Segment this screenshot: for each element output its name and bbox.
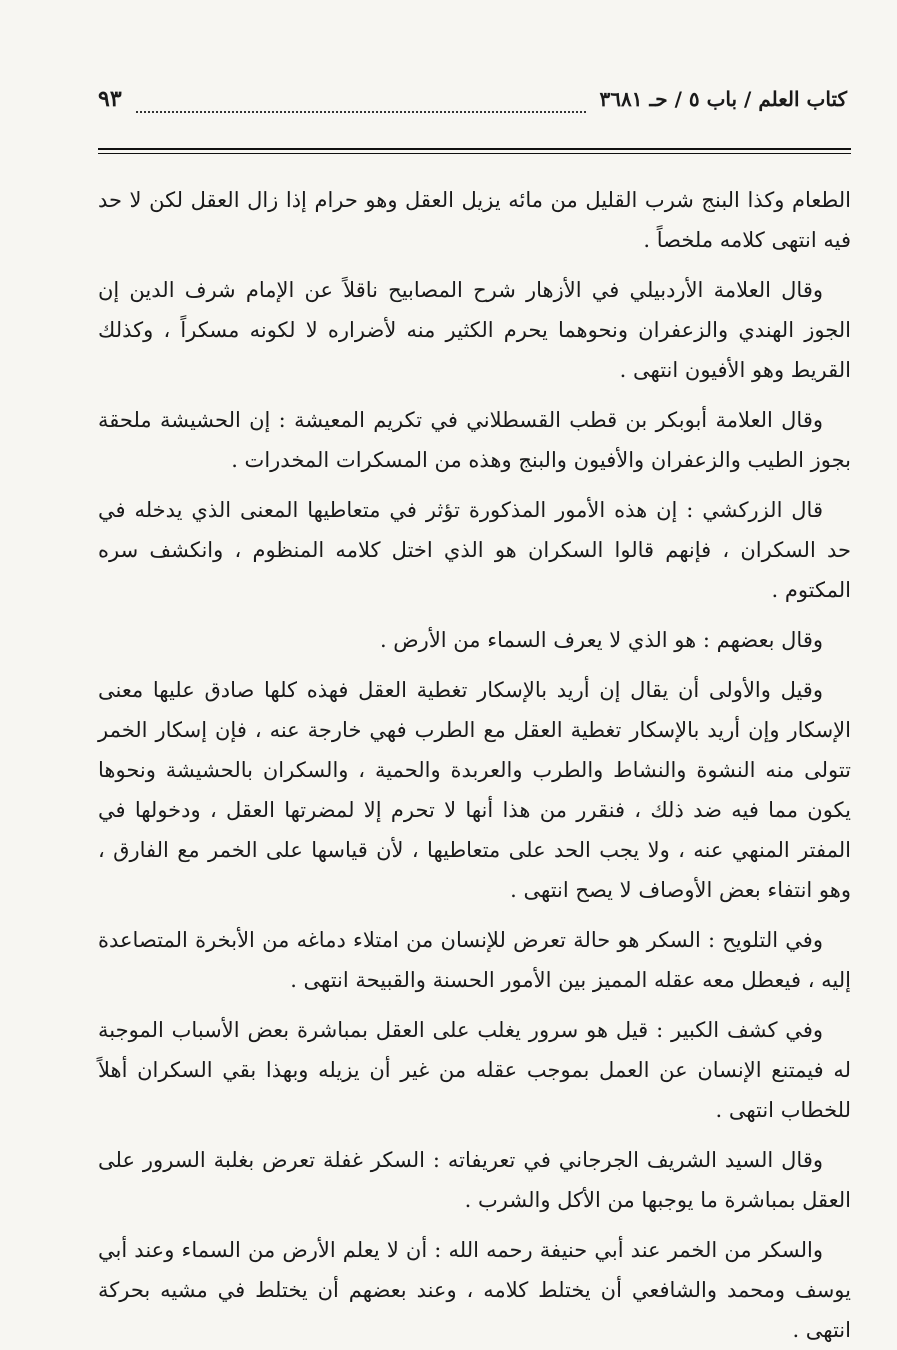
page-number: ٩٣ <box>98 86 122 112</box>
header-rule <box>98 148 851 154</box>
paragraph-1: الطعام وكذا البنج شرب القليل من مائه يزيل العقل وهو حرام إذا زال العقل لكن لا حد فيه انتهى كلامه ملخصاً . <box>98 188 851 252</box>
paragraph-10: والسكر من الخمر عند أبي حنيفة رحمه الله : أن لا يعلم الأرض من السماء وعند أبي يوسف ومحمد والشافعي أن يختلط كلامه ، وعند بعضهم أن يختلط في مشيه بحركة انتهى . <box>98 1238 851 1342</box>
paragraph-2: وقال العلامة الأردبيلي في الأزهار شرح المصابيح ناقلاً عن الإمام شرف الدين إن الجوز الهندي والزعفران ونحوهما يحرم الكثير منه لأضراره لا لكونه مسكراً ، وكذلك القريط وهو الأفيون انتهى . <box>98 278 851 382</box>
paragraph-8: وفي كشف الكبير : قيل هو سرور يغلب على العقل بمباشرة بعض الأسباب الموجبة له فيمتنع الإنسان عن العمل بموجب عقله من غير أن يزيله وبهذا بقي السكران أهلاً للخطاب انتهى . <box>98 1018 851 1122</box>
dotted-leader <box>136 99 586 113</box>
paragraph-7: وفي التلويح : السكر هو حالة تعرض للإنسان من امتلاء دماغه من الأبخرة المتصاعدة إليه ، فيعطل معه عقله المميز بين الأمور الحسنة والقبيحة انتهى . <box>98 928 851 992</box>
paragraph-5: وقال بعضهم : هو الذي لا يعرف السماء من الأرض . <box>379 628 823 652</box>
paragraph-6: وقيل والأولى أن يقال إن أريد بالإسكار تغطية العقل فهذه كلها صادق عليها معنى الإسكار وإن أريد بالإسكار تغطية العقل مع الطرب فهي خارجة عنه ، فإن إسكار الخمر تتولى منه النشوة والنشاط والطرب والعربدة والحمية ، والسكران بالحشيشة ونحوها يكون مما فيه ضد ذلك ، فنقرر من هذا أنها لا تحرم إلا لمضرتها العقل ، ودخولها في المفتر المنهي عنه ، ولا يجب الحد على متعاطيها ، لأن قياسها على الخمر مع الفارق ، وهو انتفاء بعض الأوصاف لا يصح انتهى . <box>98 678 851 902</box>
running-title: كتاب العلم / باب ٥ / حـ ٣٦٨١ <box>599 87 847 111</box>
page-header <box>98 86 851 126</box>
paragraph-9: وقال السيد الشريف الجرجاني في تعريفاته : السكر غفلة تعرض بغلبة السرور على العقل بمباشرة ما يوجبها من الأكل والشرب . <box>98 1148 851 1212</box>
paragraph-4: قال الزركشي : إن هذه الأمور المذكورة تؤثر في متعاطيها المعنى الذي يدخله في حد السكران ، فإنهم قالوا السكران هو الذي اختل كلامه المنظوم ، وانكشف سره المكتوم . <box>98 498 851 602</box>
paragraph-3: وقال العلامة أبوبكر بن قطب القسطلاني في تكريم المعيشة : إن الحشيشة ملحقة بجوز الطيب والزعفران والأفيون والبنج وهذه من المسكرات المخدرات . <box>98 408 851 472</box>
body-text <box>98 180 851 1350</box>
